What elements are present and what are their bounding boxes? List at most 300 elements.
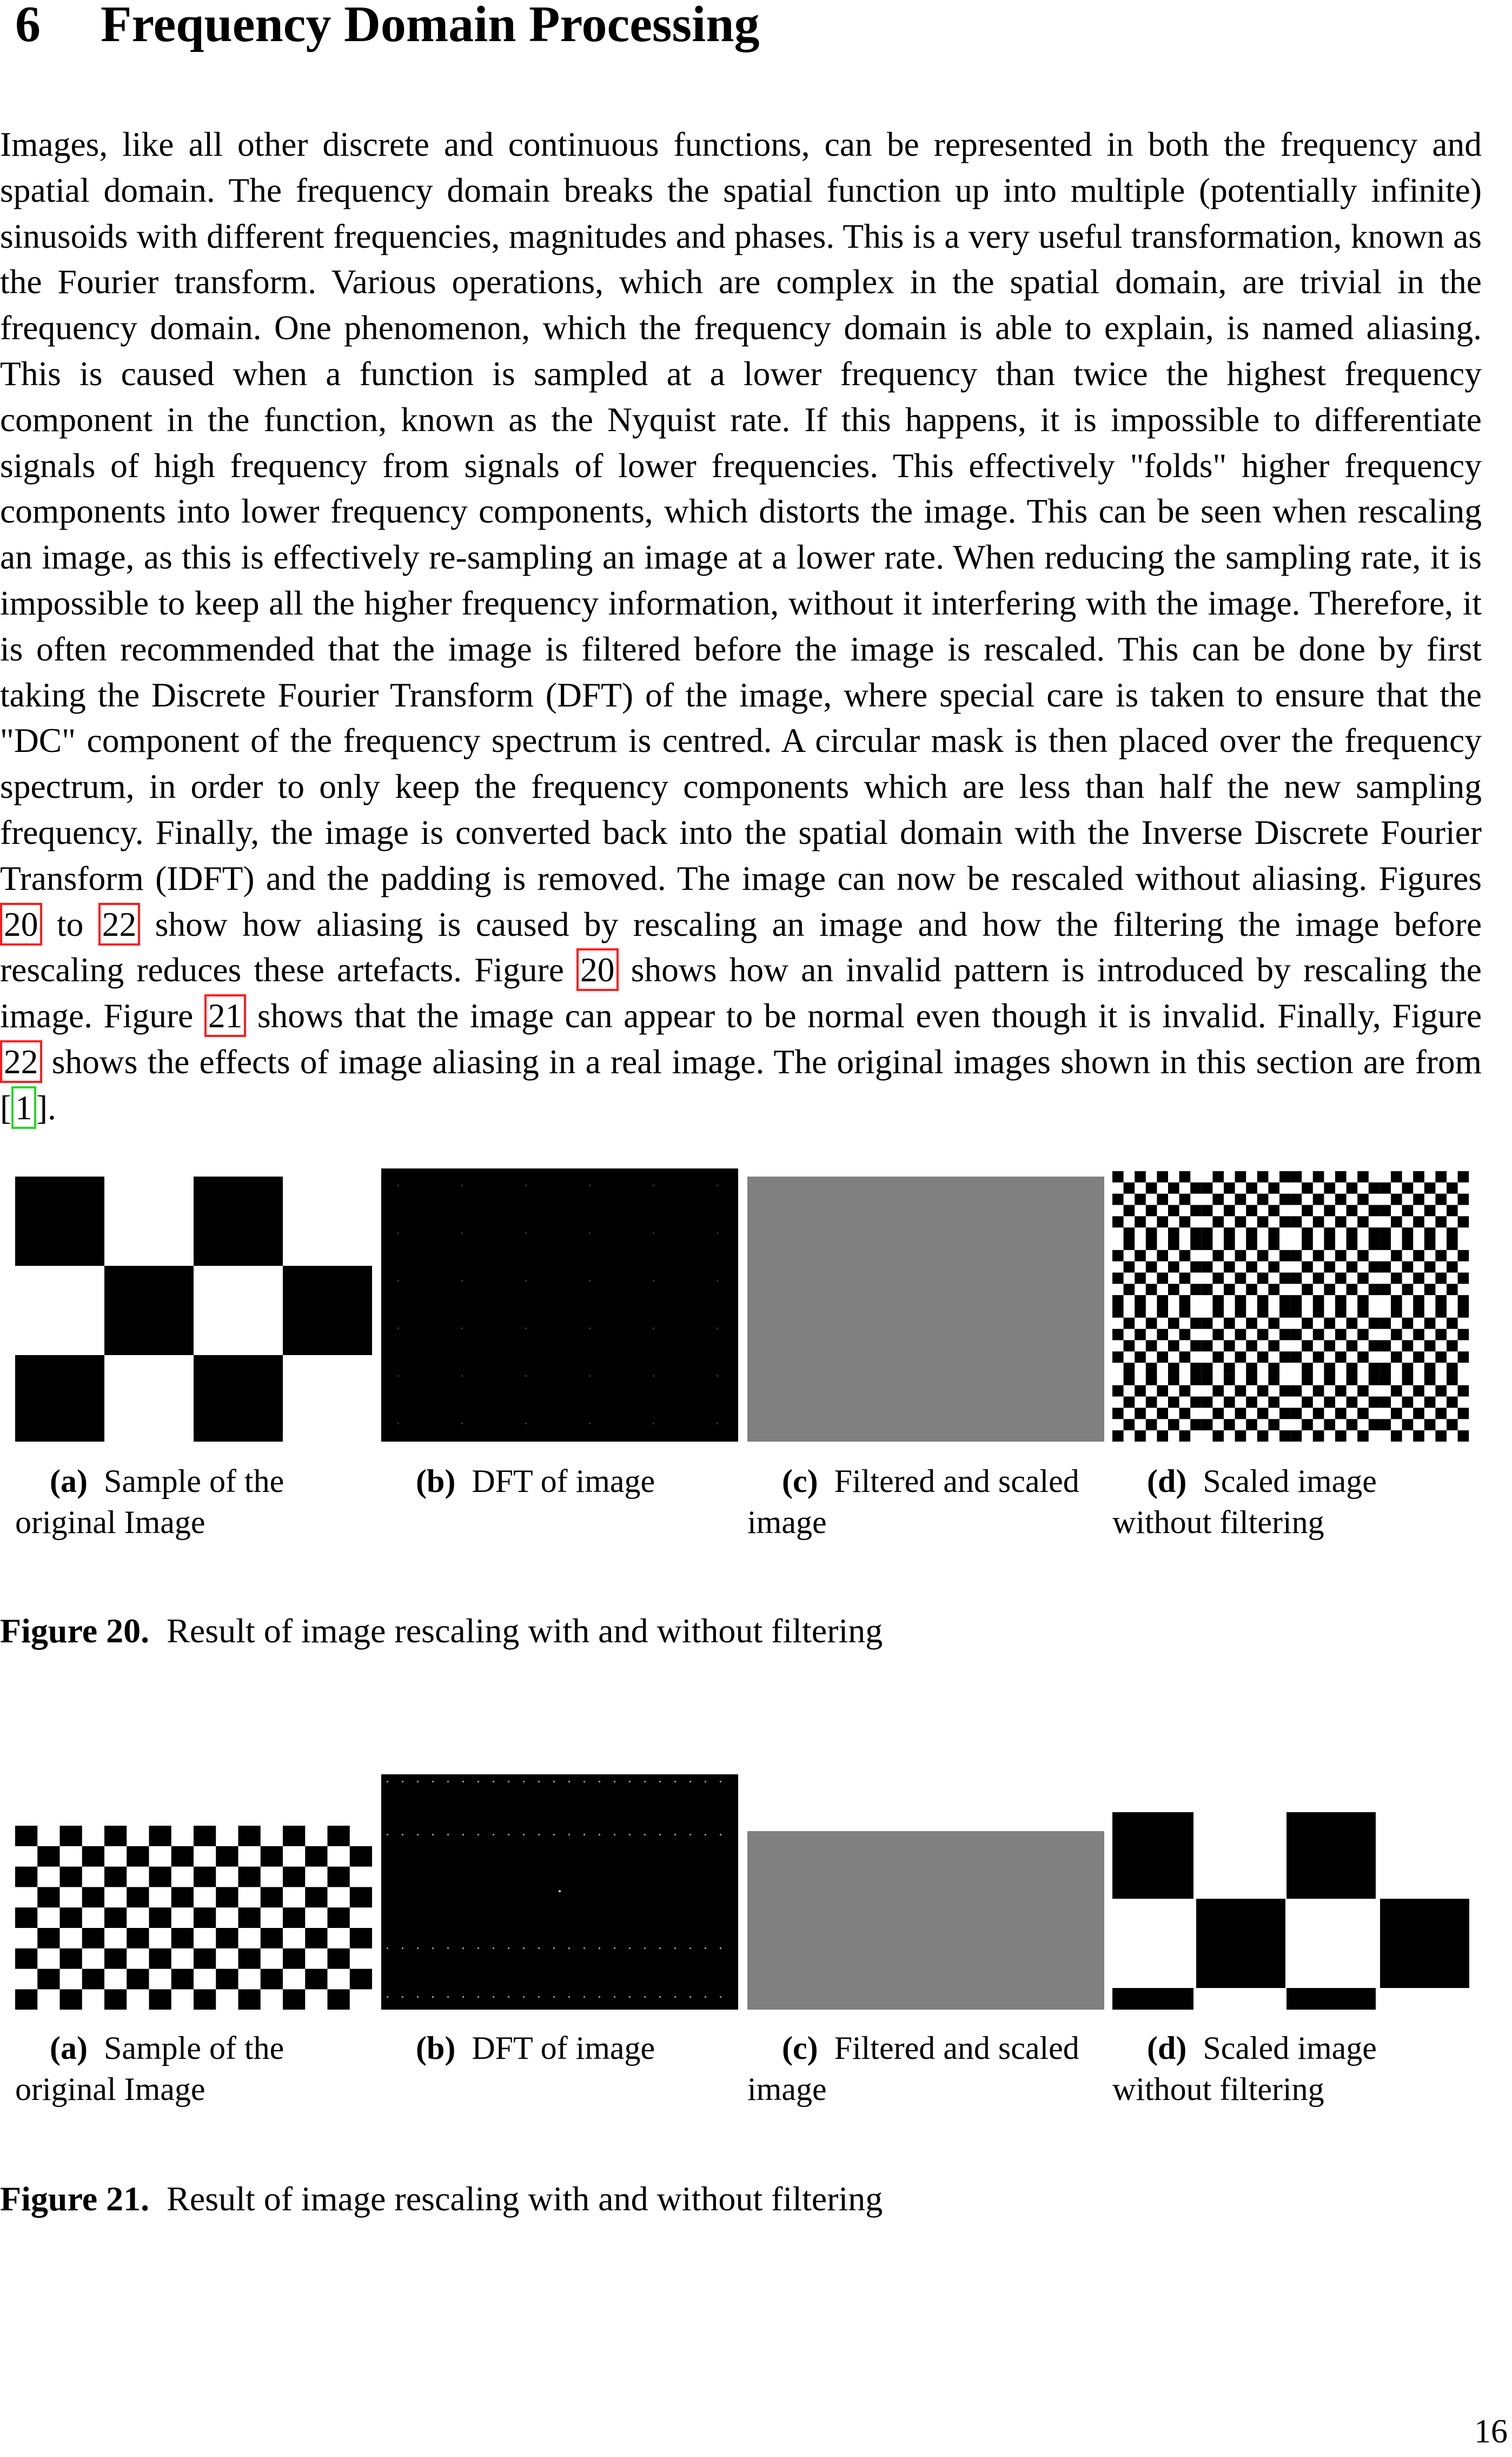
- aliased-cell: [1347, 1183, 1358, 1194]
- aliased-cell: [1146, 1318, 1157, 1329]
- aliased-cell: [1357, 1295, 1369, 1306]
- aliased-cell: [1202, 1419, 1213, 1430]
- spectrum-dot: [525, 1185, 527, 1186]
- aliased-cell: [1447, 1374, 1458, 1385]
- section-number: 6: [15, 0, 41, 52]
- aliased-cell: [1235, 1171, 1246, 1183]
- aliased-cell: [1347, 1397, 1358, 1408]
- checker-cell: [149, 1867, 171, 1887]
- aliased-cell: [1402, 1397, 1414, 1408]
- checker-cell: [15, 1989, 37, 2010]
- aliased-cell: [1235, 1351, 1246, 1363]
- aliased-cell: [1458, 1351, 1469, 1363]
- spectrum-dot: [717, 1280, 718, 1282]
- aliased-cell: [1291, 1250, 1302, 1261]
- figure-ref-link[interactable]: 21: [204, 994, 247, 1037]
- aliased-cell: [1246, 1318, 1257, 1329]
- aliased-cell: [1413, 1351, 1424, 1363]
- aliased-cell: [1202, 1205, 1213, 1216]
- spectrum-dot: [589, 1375, 591, 1377]
- spectrum-dot: [717, 1185, 718, 1186]
- aliased-cell: [1313, 1171, 1324, 1183]
- aliased-cell: [1112, 1171, 1124, 1183]
- figure21-caption-text: Result of image rescaling with and without filtering: [167, 2179, 883, 2218]
- aliased-cell: [1168, 1318, 1179, 1329]
- aliased-cell: [1268, 1227, 1279, 1239]
- aliased-cell: [1291, 1408, 1302, 1419]
- aliased-cell: [1313, 1351, 1324, 1363]
- aliased-cell: [1447, 1284, 1458, 1295]
- aliased-cell: [1391, 1306, 1402, 1318]
- aliased-cell: [1279, 1194, 1291, 1205]
- aliased-cell: [1268, 1397, 1279, 1408]
- aliased-cell: [1212, 1295, 1224, 1306]
- aliased-cell: [1435, 1216, 1447, 1227]
- checker-cell: [171, 1928, 194, 1949]
- spectrum-dot: [493, 1781, 494, 1782]
- aliased-cell: [1112, 1194, 1124, 1205]
- aliased-cell: [1347, 1284, 1358, 1295]
- spectrum-dot: [644, 1947, 646, 1949]
- aliased-cell: [1179, 1171, 1191, 1183]
- checker-cell: [15, 1826, 37, 1846]
- aliased-cell: [1302, 1284, 1313, 1295]
- checker-cell: [261, 1969, 283, 1990]
- aliased-cell: [1302, 1374, 1313, 1385]
- aliased-cell: [1380, 1239, 1391, 1250]
- spectrum-dot: [538, 1834, 540, 1835]
- checker-cell: [171, 1846, 194, 1867]
- spectrum-dot: [523, 1834, 525, 1835]
- aliased-cell: [1380, 1261, 1391, 1273]
- spectrum-dot: [432, 1834, 434, 1835]
- aliased-cell: [1212, 1216, 1224, 1227]
- aliased-cell: [1146, 1205, 1157, 1216]
- aliased-cell: [1413, 1306, 1424, 1318]
- aliased-cell: [1335, 1329, 1347, 1340]
- checker-cell: [216, 1846, 238, 1867]
- figure-ref-link[interactable]: 22: [0, 1040, 42, 1083]
- aliased-cell: [1391, 1430, 1402, 1442]
- aliased-cell: [1347, 1205, 1358, 1216]
- spectrum-dot: [659, 1996, 661, 1998]
- spectrum-dot: [397, 1375, 399, 1377]
- aliased-cell: [1268, 1419, 1279, 1430]
- aliased-cell: [1391, 1216, 1402, 1227]
- spectrum-dot: [705, 1947, 706, 1949]
- checker-cell: [216, 1969, 238, 1990]
- citation-link[interactable]: 1: [11, 1086, 36, 1129]
- spectrum-dot: [402, 1781, 403, 1782]
- spectrum-dot: [461, 1327, 463, 1329]
- spectrum-dot: [462, 1947, 464, 1949]
- spectrum-dot: [432, 1781, 434, 1782]
- aliased-cell: [1112, 1408, 1124, 1419]
- aliased-cell: [1458, 1171, 1469, 1183]
- checker-cell: [37, 1887, 59, 1907]
- subfig-text: Scaled image without filtering: [1112, 2030, 1377, 2107]
- aliased-cell: [1447, 1340, 1458, 1351]
- aliased-cell: [1146, 1340, 1157, 1351]
- spectrum-dot: [589, 1185, 591, 1186]
- spectrum-dot: [508, 1834, 509, 1835]
- aliased-cell: [1235, 1408, 1246, 1419]
- aliased-cell: [1291, 1272, 1302, 1284]
- aliased-cell: [1447, 1318, 1458, 1329]
- aliased-cell: [1135, 1272, 1146, 1284]
- checker-cell: [194, 1867, 216, 1887]
- subfig-text: DFT of image: [472, 1463, 655, 1499]
- checker-cell: [238, 1989, 261, 2010]
- spectrum-dot: [493, 1947, 494, 1949]
- aliased-cell: [1179, 1272, 1191, 1284]
- spectrum-dot: [705, 1996, 706, 1998]
- aliased-cell: [1424, 1363, 1436, 1374]
- aliased-cell: [1190, 1397, 1202, 1408]
- aliased-cell: [1235, 1216, 1246, 1227]
- spectrum-dot: [583, 1947, 585, 1949]
- aliased-cell: [1435, 1171, 1447, 1183]
- spectrum-dot: [538, 1947, 540, 1949]
- paragraph-text: to: [56, 904, 84, 943]
- aliased-cell: [1302, 1419, 1313, 1430]
- fig21-b-caption: [381, 2027, 722, 2069]
- spectrum-dot: [689, 1834, 691, 1835]
- aliased-cell: [1302, 1397, 1313, 1408]
- aliased-cell: [1447, 1227, 1458, 1239]
- aliased-cell: [1391, 1194, 1402, 1205]
- aliased-cell: [1112, 1306, 1124, 1318]
- aliased-cell: [1335, 1408, 1347, 1419]
- aliased-cell: [1135, 1216, 1146, 1227]
- aliased-cell: [1135, 1295, 1146, 1306]
- aliased-cell: [1313, 1272, 1324, 1284]
- aliased-cell: [1302, 1183, 1313, 1194]
- aliased-cell: [1424, 1419, 1436, 1430]
- spectrum-dot: [653, 1232, 654, 1234]
- aliased-cell: [1435, 1306, 1447, 1318]
- aliased-cell: [1157, 1171, 1168, 1183]
- aliased-cell: [1313, 1329, 1324, 1340]
- aliased-cell: [1212, 1329, 1224, 1340]
- aliased-cell: [1335, 1351, 1347, 1363]
- aliased-cell: [1224, 1183, 1235, 1194]
- aliased-cell: [1369, 1397, 1380, 1408]
- aliased-cell: [1435, 1250, 1447, 1261]
- spectrum-dot: [493, 1996, 494, 1998]
- spectrum-dot: [674, 1947, 676, 1949]
- aliased-cell: [1135, 1306, 1146, 1318]
- aliased-cell: [1458, 1216, 1469, 1227]
- aliased-cell: [1324, 1374, 1335, 1385]
- aliased-cell: [1458, 1295, 1469, 1306]
- aliased-cell: [1135, 1351, 1146, 1363]
- aliased-cell: [1257, 1272, 1269, 1284]
- aliased-cell: [1369, 1374, 1380, 1385]
- figure-ref-link[interactable]: 20: [0, 903, 42, 946]
- aliased-cell: [1357, 1351, 1369, 1363]
- subfig-label: (a): [50, 1463, 88, 1499]
- aliased-cell: [1324, 1239, 1335, 1250]
- figure-ref-link[interactable]: 22: [98, 903, 141, 946]
- checker-cell: [15, 1907, 37, 1928]
- aliased-cell: [1424, 1227, 1436, 1239]
- aliased-cell: [1135, 1408, 1146, 1419]
- paragraph-text: show how aliasing is caused by rescaling an image and how the filtering the image before rescaling reduces these artefacts. Figure: [0, 904, 1482, 989]
- aliased-cell: [1157, 1194, 1168, 1205]
- aliased-cell: [1424, 1374, 1436, 1385]
- aliased-cell: [1413, 1295, 1424, 1306]
- aliased-cell: [1357, 1250, 1369, 1261]
- checker-cell: [171, 1969, 194, 1990]
- spectrum-dot: [720, 1781, 721, 1782]
- fig21-a-caption: [15, 2027, 356, 2110]
- aliased-cell: [1112, 1250, 1124, 1261]
- aliased-cell: [1235, 1329, 1246, 1340]
- aliased-cell: [1112, 1216, 1124, 1227]
- checker-cell: [350, 1887, 372, 1907]
- aliased-cell: [1357, 1329, 1369, 1340]
- paragraph-text: Images, like all other discrete and continuous functions, can be represented in both the frequency and spatial domain. The frequency domain breaks the spatial function up into multiple (potentially infinite) sinusoids with different frequencies, magnitudes and phases. This is a very useful transformation, known as the Fourier transform. Various operations, which are complex in the spatial domain, are trivial in the frequency domain. One phenomenon, which the frequency domain is able to explain, is named aliasing. This is caused when a function is sampled at a lower frequency than twice the highest frequency component in the function, known as the Nyquist rate. If this happens, it is impossible to differentiate signals of high frequency from signals of lower frequencies. This effectively "folds" higher frequency components into lower frequency components, which distorts the image. This can be seen when rescaling an image, as this is effectively re-sampling an image at a lower rate. When reducing the sampling rate, it is impossible to keep all the higher frequency information, without it interfering with the image. Therefore, it is often recommended that the image is filtered before the image is rescaled. This can be done by first taking the Discrete Fourier Transform (DFT) of the image, where special care is taken to ensure that the "DC" component of the frequency spectrum is centred. A circular mask is then placed over the frequency spectrum, in order to only keep the frequency components which are less than half the new sampling frequency. Finally, the image is converted back into the spatial domain with the Inverse Discrete Fourier Transform (IDFT) and the padding is removed. The image can now be rescaled without aliasing. Figures: [0, 125, 1482, 897]
- aliased-cell: [1168, 1239, 1179, 1250]
- spectrum-dot: [447, 1781, 449, 1782]
- spectrum-dot: [583, 1996, 585, 1998]
- spectrum-dot: [599, 1996, 600, 1998]
- aliased-cell: [1146, 1227, 1157, 1239]
- aliased-cell: [1279, 1295, 1291, 1306]
- paragraph-text: shows that the image can appear to be normal even though it is invalid. Finally, Figure: [257, 996, 1482, 1035]
- aliased-cell: [1335, 1306, 1347, 1318]
- spectrum-dot: [538, 1996, 540, 1998]
- spectrum-dot: [614, 1947, 615, 1949]
- aliased-cell: [1324, 1261, 1335, 1273]
- aliased-cell: [1190, 1419, 1202, 1430]
- aliased-cell: [1212, 1385, 1224, 1397]
- aliased-cell: [1257, 1329, 1269, 1340]
- aliased-cell: [1380, 1227, 1391, 1239]
- aliased-cell: [1146, 1284, 1157, 1295]
- aliased-cell: [1357, 1194, 1369, 1205]
- aliased-cell: [1291, 1306, 1302, 1318]
- spectrum-dot: [614, 1834, 615, 1835]
- spectrum-dot: [402, 1947, 403, 1949]
- aliased-cell: [1268, 1340, 1279, 1351]
- aliased-cell: [1302, 1261, 1313, 1273]
- aliased-cell: [1168, 1374, 1179, 1385]
- aliased-cell: [1190, 1205, 1202, 1216]
- checker-cell: [127, 1887, 149, 1907]
- aliased-cell: [1235, 1385, 1246, 1397]
- aliased-cell: [1402, 1227, 1414, 1239]
- aliased-cell: [1124, 1284, 1135, 1295]
- checker-cell: [104, 1949, 127, 1969]
- aliased-cell: [1124, 1374, 1135, 1385]
- aliased-cell: [1413, 1329, 1424, 1340]
- checker-cell: [238, 1826, 261, 1846]
- checker-cell: [328, 1826, 350, 1846]
- aliased-cell: [1202, 1397, 1213, 1408]
- aliased-cell: [1212, 1306, 1224, 1318]
- spectrum-dot: [478, 1947, 479, 1949]
- aliased-cell: [1435, 1329, 1447, 1340]
- aliased-cell: [1202, 1340, 1213, 1351]
- spectrum-dot: [462, 1834, 464, 1835]
- aliased-cell: [1413, 1194, 1424, 1205]
- figure-ref-link[interactable]: 20: [576, 948, 619, 991]
- checker-cell: [15, 1949, 37, 1969]
- spectrum-dot: [478, 1996, 479, 1998]
- aliased-cell: [1435, 1272, 1447, 1284]
- aliased-cell: [1190, 1183, 1202, 1194]
- checker-cell: [104, 1867, 127, 1887]
- checker-cell: [328, 1867, 350, 1887]
- aliased-cell: [1302, 1363, 1313, 1374]
- aliased-cell: [1402, 1363, 1414, 1374]
- spectrum-dot: [447, 1996, 449, 1998]
- spectrum-dot: [644, 1834, 646, 1835]
- aliased-cell: [1179, 1385, 1191, 1397]
- checker-cell: [305, 1928, 327, 1949]
- aliased-cell: [1246, 1340, 1257, 1351]
- aliased-cell: [1179, 1351, 1191, 1363]
- aliased-cell: [1202, 1183, 1213, 1194]
- aliased-cell: [1257, 1306, 1269, 1318]
- aliased-cell: [1112, 1329, 1124, 1340]
- spectrum-dot: [417, 1996, 419, 1998]
- spectrum-dot: [568, 1947, 570, 1949]
- aliased-cell: [1268, 1205, 1279, 1216]
- aliased-cell: [1324, 1397, 1335, 1408]
- aliased-cell: [1291, 1295, 1302, 1306]
- checker-cell: [60, 1867, 82, 1887]
- aliased-cell: [1402, 1284, 1414, 1295]
- aliased-cell: [1369, 1205, 1380, 1216]
- checker-cell: [127, 1969, 149, 1990]
- checker-cell: [261, 1887, 283, 1907]
- checker-cell: [261, 1846, 283, 1867]
- spectrum-dot: [717, 1232, 718, 1234]
- aliased-cell: [1146, 1261, 1157, 1273]
- aliased-cell: [1391, 1408, 1402, 1419]
- aliased-cell: [1458, 1306, 1469, 1318]
- aliased-cell: [1380, 1183, 1391, 1194]
- checker-cell: [283, 1826, 305, 1846]
- spectrum-dot: [720, 1947, 721, 1949]
- fig20-d-aliased-pattern: [1112, 1171, 1469, 1442]
- aliased-cell: [1324, 1183, 1335, 1194]
- spectrum-dot: [674, 1834, 676, 1835]
- checker-cell: [104, 1989, 127, 2010]
- checker-cell: [60, 1989, 82, 2010]
- aliased-cell: [1179, 1216, 1191, 1227]
- spectrum-dot: [553, 1996, 555, 1998]
- aliased-cell: [1391, 1329, 1402, 1340]
- aliased-cell: [1224, 1419, 1235, 1430]
- spectrum-dot: [461, 1232, 463, 1234]
- checker-cell: [238, 1949, 261, 1969]
- checker-cell: [104, 1907, 127, 1928]
- spectrum-dot: [525, 1423, 527, 1424]
- aliased-cell: [1324, 1318, 1335, 1329]
- aliased-cell: [1224, 1227, 1235, 1239]
- checker-cell: [149, 1949, 171, 1969]
- aliased-cell: [1458, 1194, 1469, 1205]
- spectrum-dot: [589, 1232, 591, 1234]
- aliased-cell: [1124, 1340, 1135, 1351]
- aliased-cell: [1224, 1239, 1235, 1250]
- aliased-cell: [1413, 1250, 1424, 1261]
- spectrum-dot: [659, 1781, 661, 1782]
- aliased-cell: [1335, 1385, 1347, 1397]
- subfig-label: (c): [782, 2030, 818, 2066]
- spectrum-dot: [568, 1781, 570, 1782]
- aliased-cell: [1146, 1397, 1157, 1408]
- spectrum-dot: [644, 1996, 646, 1998]
- spectrum-dot: [659, 1947, 661, 1949]
- aliased-cell: [1257, 1295, 1269, 1306]
- aliased-cell: [1224, 1318, 1235, 1329]
- checker-cell: [328, 1907, 350, 1928]
- spectrum-dot: [629, 1834, 631, 1835]
- spectrum-dot: [478, 1834, 479, 1835]
- subfig-label: (a): [50, 2030, 88, 2066]
- aliased-cell: [1135, 1171, 1146, 1183]
- spectrum-dot: [599, 1834, 600, 1835]
- figure20-caption-text: Result of image rescaling with and without filtering: [167, 1611, 883, 1650]
- checker-cell: [238, 1907, 261, 1928]
- aliased-cell: [1302, 1239, 1313, 1250]
- aliased-cell: [1268, 1284, 1279, 1295]
- aliased-cell: [1124, 1397, 1135, 1408]
- aliased-cell: [1268, 1261, 1279, 1273]
- aliased-cell: [1357, 1408, 1369, 1419]
- aliased-cell: [1212, 1351, 1224, 1363]
- aliased-cell: [1257, 1171, 1269, 1183]
- aliased-cell: [1324, 1340, 1335, 1351]
- subfig-text: Filtered and scaled image: [747, 2030, 1079, 2107]
- aliased-cell: [1313, 1216, 1324, 1227]
- aliased-cell: [1246, 1227, 1257, 1239]
- aliased-cell: [1291, 1216, 1302, 1227]
- citation-bracket-open: [: [0, 1088, 12, 1127]
- aliased-cell: [1268, 1374, 1279, 1385]
- aliased-cell: [1179, 1250, 1191, 1261]
- aliased-cell: [1357, 1385, 1369, 1397]
- aliased-cell: [1112, 1385, 1124, 1397]
- aliased-cell: [1190, 1318, 1202, 1329]
- spectrum-dot: [717, 1423, 718, 1424]
- aliased-cell: [1313, 1430, 1324, 1442]
- checker-cell: [149, 1907, 171, 1928]
- aliased-cell: [1190, 1261, 1202, 1273]
- checker-cell: [216, 1887, 238, 1907]
- spectrum-dot: [402, 1996, 403, 1998]
- aliased-cell: [1246, 1363, 1257, 1374]
- aliased-cell: [1157, 1250, 1168, 1261]
- checker-cell: [328, 1989, 350, 2010]
- aliased-cell: [1380, 1205, 1391, 1216]
- aliased-cell: [1313, 1408, 1324, 1419]
- aliased-cell: [1246, 1239, 1257, 1250]
- spectrum-dot: [432, 1996, 434, 1998]
- checker-cell: [60, 1949, 82, 1969]
- checker-cell: [37, 1969, 59, 1990]
- aliased-cell: [1335, 1171, 1347, 1183]
- aliased-cell: [1212, 1272, 1224, 1284]
- aliased-cell: [1458, 1408, 1469, 1419]
- aliased-cell: [1380, 1318, 1391, 1329]
- checker-cell: [82, 1887, 104, 1907]
